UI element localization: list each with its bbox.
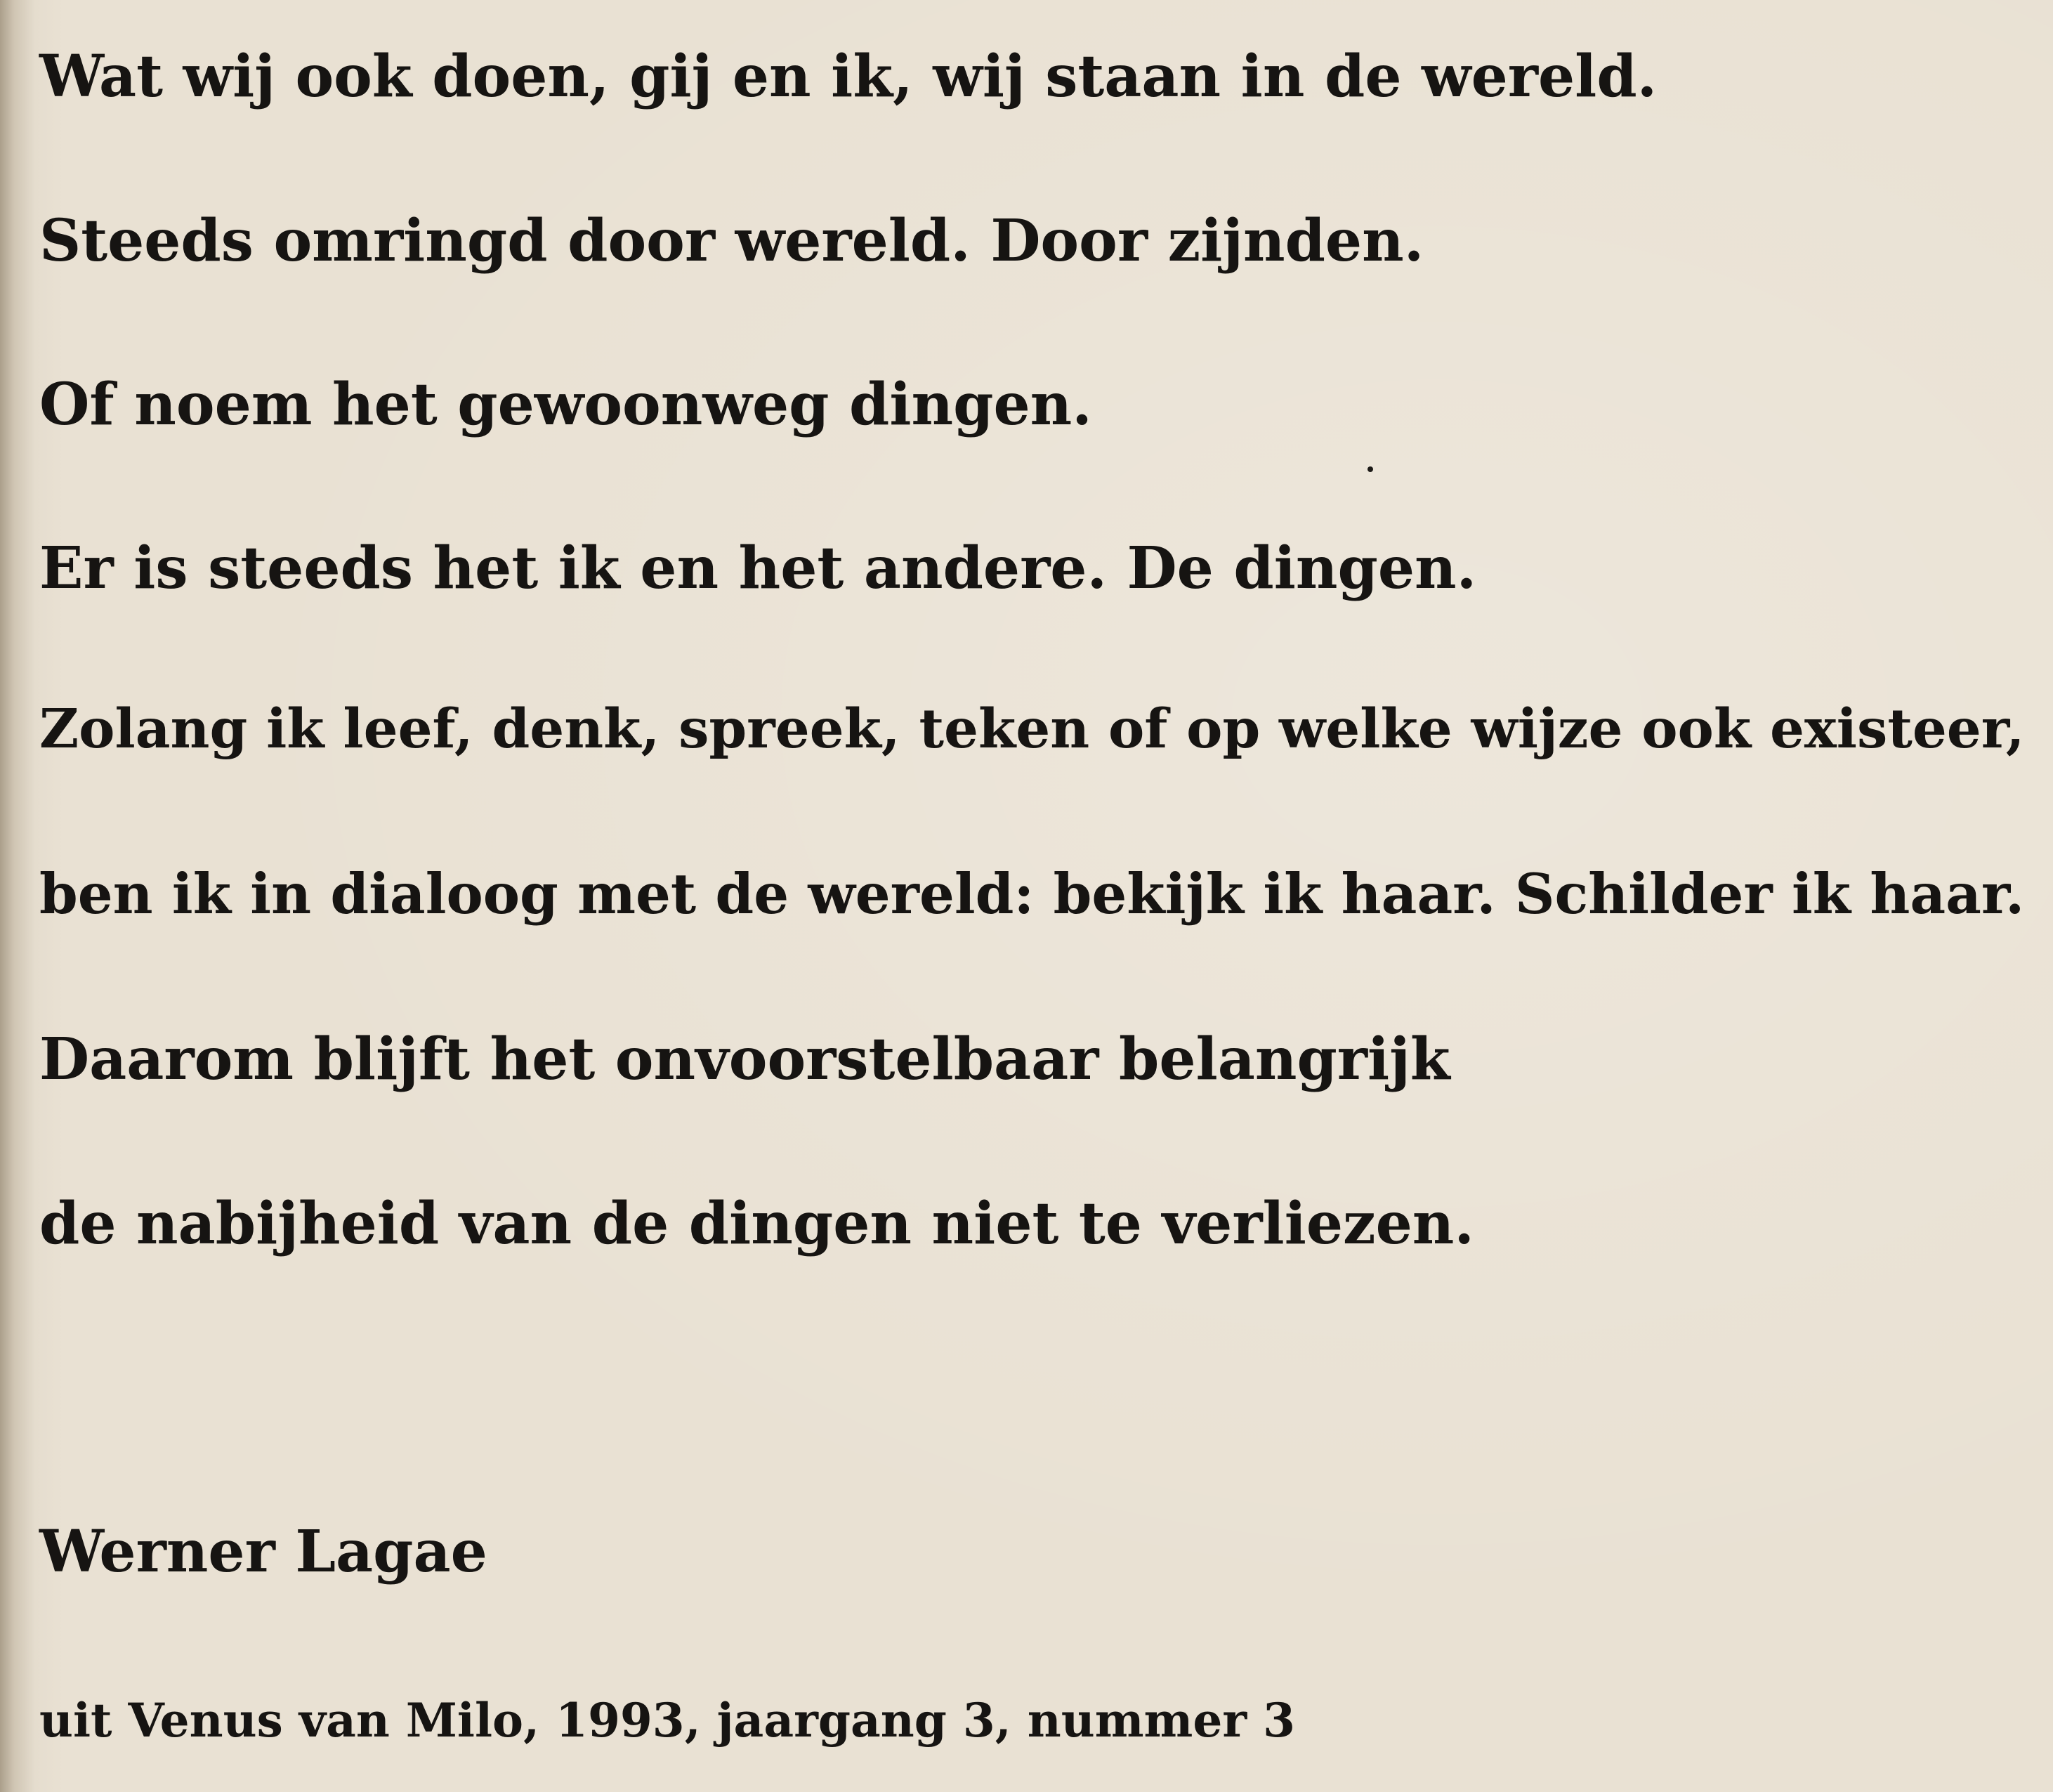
source-citation: uit Venus van Milo, 1993, jaargang 3, nummer 3 <box>39 1693 1296 1748</box>
poem-line-8: de nabijheid van de dingen niet te verliezen. <box>39 1190 1474 1257</box>
author-name: Werner Lagae <box>39 1518 487 1585</box>
ink-speck <box>1367 466 1373 472</box>
poem-line-5: Zolang ik leef, denk, spreek, teken of op welke wijze ook existeer, <box>39 698 2025 761</box>
poem-line-4: Er is steeds het ik en het andere. De dingen. <box>39 535 1477 602</box>
poem-line-1: Wat wij ook doen, gij en ik, wij staan in de wereld. <box>39 43 1658 110</box>
poem-line-3: Of noem het gewoonweg dingen. <box>39 371 1092 438</box>
poem-line-7: Daarom blijft het onvoorstelbaar belangrijk <box>39 1026 1450 1093</box>
poem-line-2: Steeds omringd door wereld. Door zijnden. <box>39 207 1424 275</box>
poem-line-6: ben ik in dialoog met de wereld: bekijk ik haar. Schilder ik haar. <box>39 862 2025 927</box>
